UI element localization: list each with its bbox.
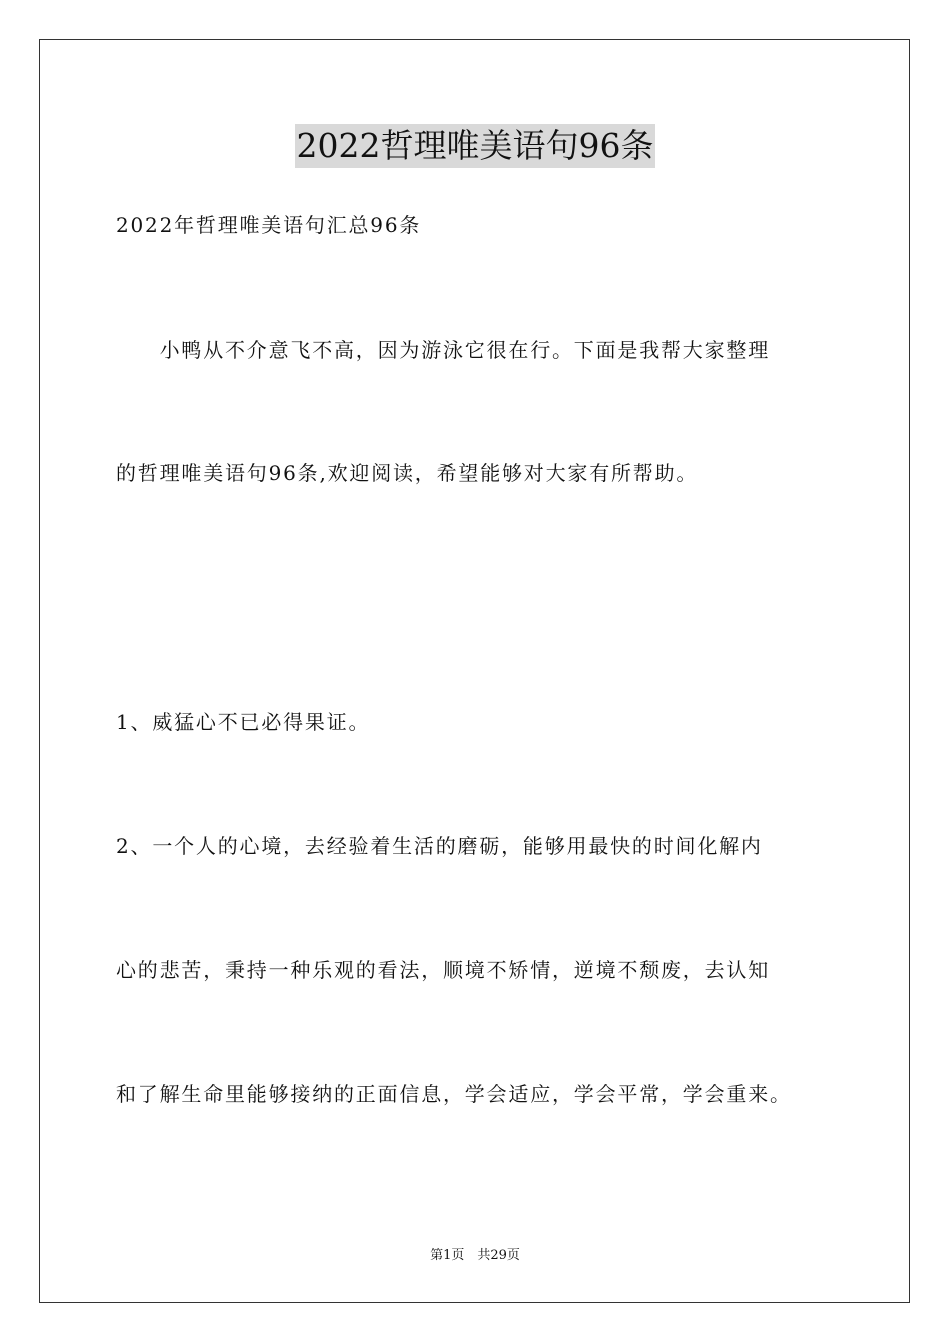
paragraph-line: 心的悲苦，秉持一种乐观的看法，顺境不矫情，逆境不颓废，去认知 <box>116 958 770 982</box>
list-item: 2、一个人的心境，去经验着生活的磨砺，能够用最快的时间化解内 <box>116 834 763 858</box>
title-container <box>0 124 950 168</box>
document-title: 2022哲理唯美语句96条 <box>295 124 656 168</box>
paragraph-line: 小鸭从不介意飞不高，因为游泳它很在行。下面是我帮大家整理 <box>116 338 770 362</box>
document-subtitle: 2022年哲理唯美语句汇总96条 <box>116 213 422 237</box>
paragraph-line: 和了解生命里能够接纳的正面信息，学会适应，学会平常，学会重来。 <box>116 1082 792 1106</box>
paragraph-line: 的哲理唯美语句96条,欢迎阅读，希望能够对大家有所帮助。 <box>116 461 699 485</box>
page-number-footer: 第1页 共29页 <box>430 1248 520 1263</box>
list-item: 1、威猛心不已必得果证。 <box>116 710 371 734</box>
